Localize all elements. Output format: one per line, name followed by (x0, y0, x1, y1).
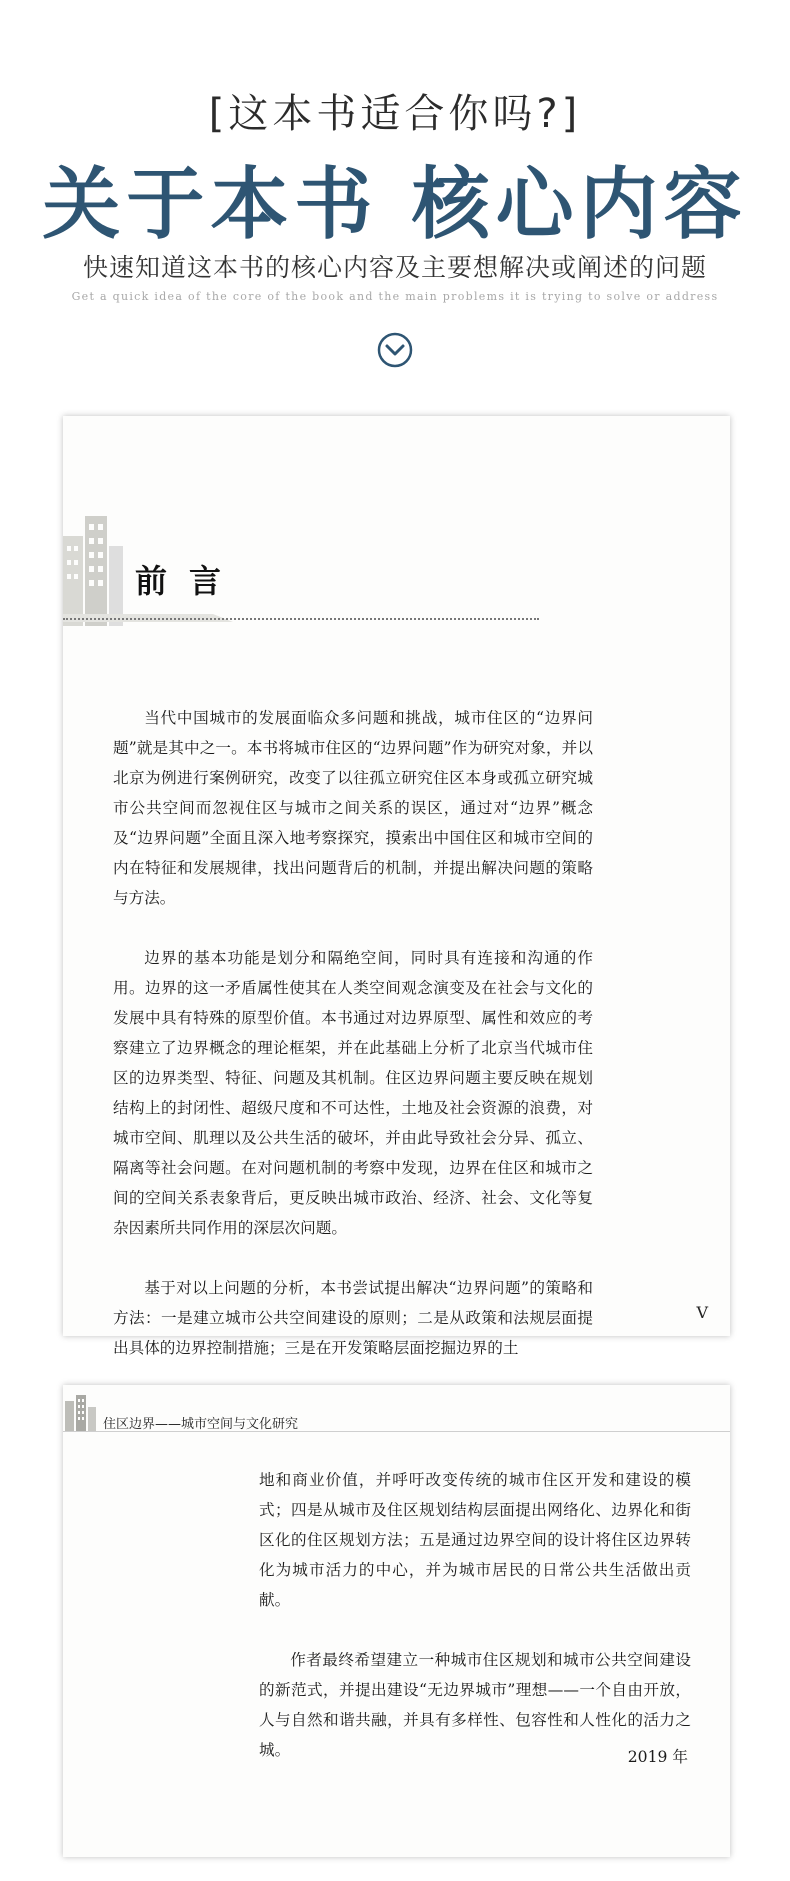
chevron-down-circle-icon (377, 332, 413, 368)
preface-body-continued (259, 1465, 691, 1765)
header-divider (63, 1431, 730, 1432)
header-subtitle: 快速知道这本书的核心内容及主要想解决或阐述的问题 (82, 253, 707, 282)
main-title: 关于本书 核心内容 (42, 159, 748, 250)
signature-year: 2019 年 (627, 1748, 688, 1766)
building-logo-icon (63, 1393, 99, 1431)
running-header: 住区边界——城市空间与文化研究 (103, 1417, 299, 1432)
paragraph: 边界的基本功能是划分和隔绝空间，同时具有连接和沟通的作用。边界的这一矛盾属性使其在人类空间观念演变及在社会与文化的发展中具有特殊的原型价值。本书通过对边界原型、属性和效应的考察建立了边界概念的理论框架，并在此基础上分析了北京当代城市住区的边界类型、特征、问题及其机制。住区边界问题主要反映在规划结构上的封闭性、超级尺度和不可达性，土地及社会资源的浪费，对城市空间、肌理以及公共生活的破坏，并由此导致社会分异、孤立、隔离等社会问题。在对问题机制的考察中发现，边界在住区和城市之间的空间关系表象背后，更反映出城市政治、经济、社会、文化等复杂因素所共同作用的深层次问题。 (113, 949, 593, 1237)
book-page-preface (63, 416, 730, 1357)
header-subtitle-en: Get a quick idea of the core of the book and the main problems it is trying to solve or address (71, 290, 719, 303)
paragraph: 地和商业价值，并呼吁改变传统的城市住区开发和建设的模式；四是从城市及住区规划结构层面提出网络化、边界化和街区化的住区规划方法；五是通过边界空间的设计将住区边界转化为城市活力的中心，并为城市居民的日常公共生活做出贡献。 (259, 1471, 691, 1609)
header-question: [这本书适合你吗?] (208, 91, 582, 137)
title-divider (63, 618, 539, 620)
paragraph: 基于对以上问题的分析，本书尝试提出解决“边界问题”的策略和方法：一是建立城市公共空间建设的原则；二是从政策和法规层面提出具体的边界控制措施；三是在开发策略层面挖掘边界的土 (113, 1279, 593, 1357)
page-number: V (696, 1303, 708, 1322)
paragraph: 作者最终希望建立一种城市住区规划和城市公共空间建设的新范式，并提出建设“无边界城市”理想——一个自由开放，人与自然和谐共融，并具有多样性、包容性和人性化的活力之城。 (259, 1651, 691, 1759)
paragraph: 当代中国城市的发展面临众多问题和挑战，城市住区的“边界问题”就是其中之一。本书将城市住区的“边界问题”作为研究对象，并以北京为例进行案例研究，改变了以往孤立研究住区本身或孤立研究城市公共空间而忽视住区与城市之间关系的误区，通过对“边界”概念及“边界问题”全面且深入地考察探究，摸索出中国住区和城市空间的内在特征和发展规律，找出问题背后的机制，并提出解决问题的策略与方法。 (113, 709, 593, 907)
book-page-continued (63, 1385, 730, 1857)
chapter-title: 前言 (135, 562, 244, 600)
intro-header (0, 0, 790, 400)
preface-body (113, 703, 593, 1363)
